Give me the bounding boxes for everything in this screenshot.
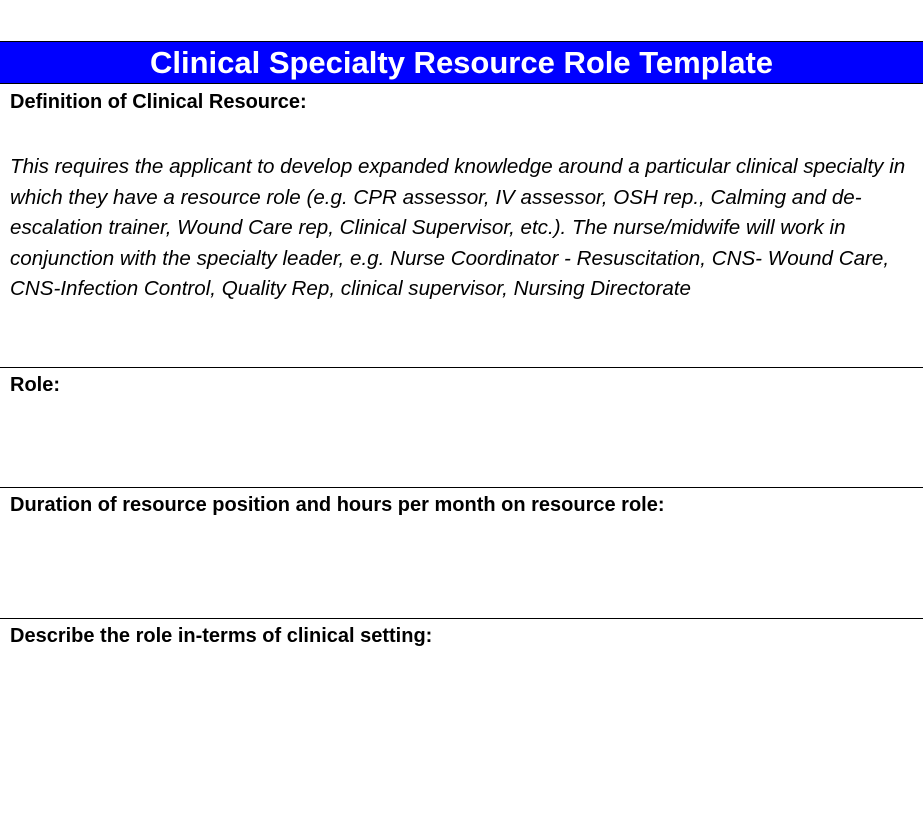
definition-label: Definition of Clinical Resource: [10,91,307,113]
duration-label: Duration of resource position and hours per month on resource role: [10,494,665,516]
clinical-setting-label: Describe the role in-terms of clinical setting: [10,625,433,647]
role-label: Role: [10,374,60,396]
section-divider [0,618,923,619]
section-divider [0,367,923,368]
section-divider [0,487,923,488]
definition-body: This requires the applicant to develop expanded knowledge around a particular clinical specialty in which they have a resource role (e.g. CPR assessor, IV assessor, OSH rep., Calming and de-escalation trainer, Wound Care rep, Clinical Supervisor, etc.). The nurse/midwife will work in conjunction with the specialty leader, e.g. Nurse Coordinator - Resuscitation, CNS- Wound Care, CNS-Infection Control, Quality Rep, clinical supervisor, Nursing Directorate [10,155,906,301]
document-title: Clinical Specialty Resource Role Template [0,41,923,84]
